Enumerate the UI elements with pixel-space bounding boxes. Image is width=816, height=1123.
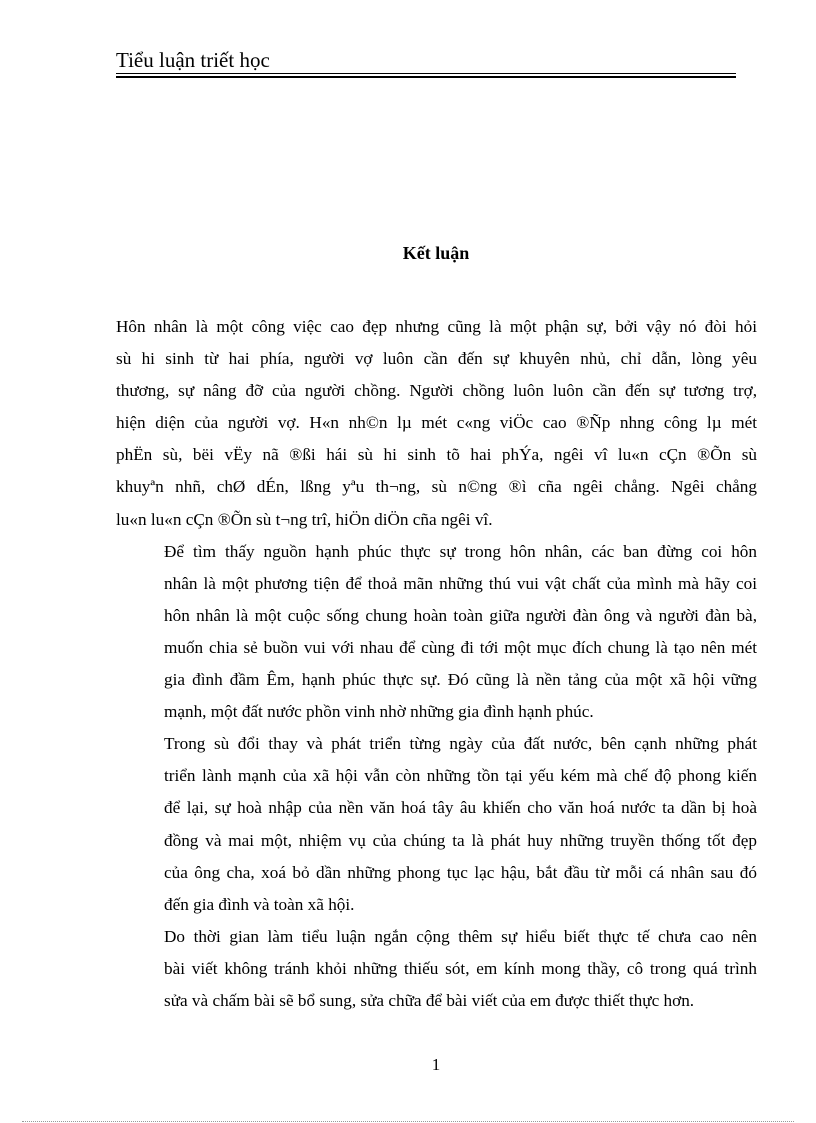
text-line: đồng và mai một, nhiệm vụ của chúng ta là phát huy những truyền thống tốt đẹp (164, 830, 757, 850)
text-line: Để tìm thấy nguồn hạnh phúc thực sự trong hôn nhân, các ban đừng coi hôn (164, 541, 757, 561)
text-line: hiện diện của người vợ. H«n nh©n lµ mét c«ng viÖc cao ®Ñp nhng công lµ mét (116, 413, 757, 433)
text-line: Trong sù đổi thay và phát triển từng ngày của đất nước, bên cạnh những phát (164, 734, 757, 754)
text-line: lu«n lu«n cÇn ®Õn sù t¬ng trî, hiÖn diÖn cña ngêi vî. (116, 509, 493, 529)
text-line: sù hi sinh từ hai phía, người vợ luôn cần đến sự khuyên nhủ, chỉ dẫn, lòng yêu (116, 349, 757, 369)
paragraph (116, 536, 757, 729)
text-line: hôn nhân là một cuộc sống chung hoàn toàn giữa người đàn ông và người đàn bà, (164, 605, 757, 625)
text-line: khuyªn nhñ, chØ dÉn, lßng yªu th¬ng, sù n©ng ®ì cña ngêi chång. Ngêi chång (116, 477, 757, 497)
text-line: đến gia đình và toàn xã hội. (164, 894, 355, 914)
paragraph (116, 311, 757, 536)
text-line: để lại, sự hoà nhập của nền văn hoá tây âu khiến cho văn hoá nước ta dần bị hoà (164, 798, 757, 818)
text-line: Hôn nhân là một công việc cao đẹp nhưng cũng là một phận sự, bởi vậy nó đòi hỏi (116, 317, 757, 336)
text-line: bài viết không tránh khỏi những thiếu sót, em kính mong thầy, cô trong quá trình (164, 958, 757, 978)
text-line: thương, sự nâng đỡ của người chồng. Người chồng luôn luôn cần đến sự tương trợ, (116, 381, 757, 401)
text-line: phËn sù, bëi vËy nã ®ßi hái sù hi sinh tõ hai phÝa, ngêi vî lu«n cÇn ®Õn sù (116, 445, 757, 465)
header-rule-thick (116, 76, 736, 78)
text-line: nhân là một phương tiện để thoả mãn những thú vui vật chất của mình mà hãy coi (164, 573, 757, 593)
text-line: gia đình đầm Êm, hạnh phúc thực sự. Đó cũng là nền tảng của một xã hội vững (164, 670, 757, 690)
section-title: Kết luận (402, 243, 470, 263)
body-text (116, 311, 757, 1017)
header-rule-thin (116, 73, 736, 74)
paragraph (116, 728, 757, 921)
paragraph (116, 921, 757, 1017)
page-bottom-border (22, 1121, 794, 1122)
text-line: của ông cha, xoá bỏ dần những phong tục lạc hậu, bắt đầu từ mỗi cá nhân sau đó (164, 862, 757, 882)
text-line: Do thời gian làm tiểu luận ngắn cộng thêm sự hiểu biết thực tế chưa cao nên (164, 926, 757, 946)
page-number: 1 (431, 1055, 441, 1074)
text-line: mạnh, một đất nước phồn vinh nhờ những gia đình hạnh phúc. (164, 702, 594, 722)
text-line: sửa và chấm bài sẽ bổ sung, sửa chữa để bài viết của em được thiết thực hơn. (164, 990, 695, 1010)
text-line: triển lành mạnh của xã hội vẫn còn những tồn tại yếu kém mà chế độ phong kiến (164, 766, 757, 786)
text-line: muốn chia sẻ buồn vui với nhau để cùng đi tới một mục đích chung là tạo nên mét (164, 637, 757, 657)
header-title: Tiểu luận triết học (116, 48, 270, 72)
